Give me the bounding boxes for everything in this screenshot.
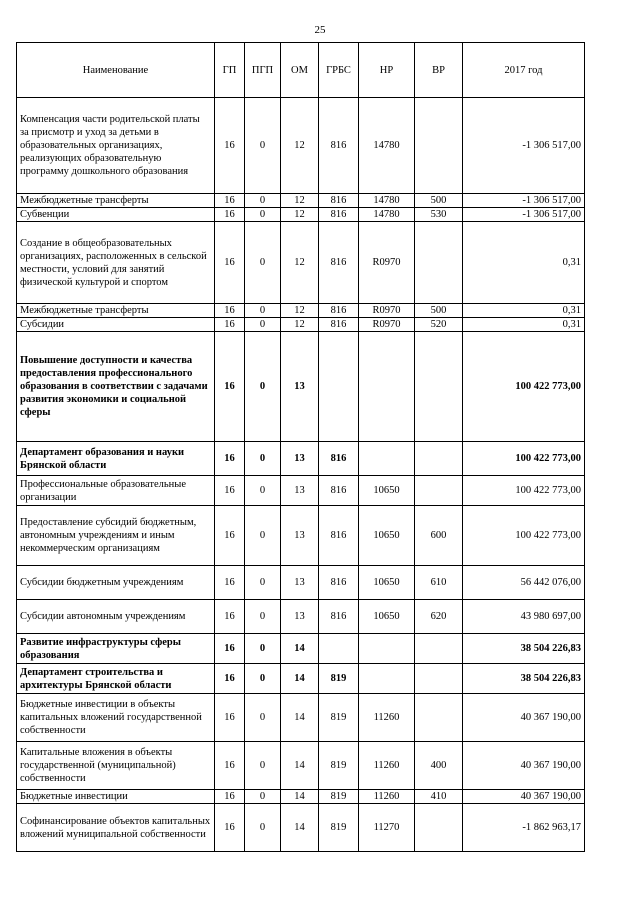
cell-nr — [359, 664, 415, 694]
cell-vr — [415, 476, 463, 506]
header-vr: ВР — [415, 43, 463, 98]
table-body — [17, 98, 585, 852]
cell-amount: 38 504 226,83 — [463, 634, 585, 664]
cell-nr: R0970 — [359, 222, 415, 304]
cell-amount: 38 504 226,83 — [463, 664, 585, 694]
cell-om: 13 — [281, 332, 319, 442]
budget-table — [16, 42, 585, 852]
cell-nr: 14780 — [359, 208, 415, 222]
cell-name: Повышение доступности и качества предоставления профессионального образования в соответствии с задачами развития экономики и социальной сферы — [17, 332, 215, 442]
table-row — [17, 634, 585, 664]
cell-grbs: 816 — [319, 566, 359, 600]
cell-gp: 16 — [215, 694, 245, 742]
cell-grbs: 816 — [319, 318, 359, 332]
cell-gp: 16 — [215, 304, 245, 318]
cell-nr: 10650 — [359, 506, 415, 566]
cell-pgp: 0 — [245, 600, 281, 634]
cell-grbs: 816 — [319, 194, 359, 208]
header-year: 2017 год — [463, 43, 585, 98]
cell-gp: 16 — [215, 634, 245, 664]
cell-nr: 11270 — [359, 804, 415, 852]
cell-gp: 16 — [215, 98, 245, 194]
cell-vr: 620 — [415, 600, 463, 634]
cell-om: 14 — [281, 634, 319, 664]
cell-amount: -1 306 517,00 — [463, 98, 585, 194]
cell-gp: 16 — [215, 664, 245, 694]
cell-pgp: 0 — [245, 566, 281, 600]
cell-pgp: 0 — [245, 208, 281, 222]
cell-pgp: 0 — [245, 664, 281, 694]
cell-name: Создание в общеобразовательных организациях, расположенных в сельской местности, условий для занятий физической культурой и спортом — [17, 222, 215, 304]
cell-gp: 16 — [215, 194, 245, 208]
table-header-row — [17, 43, 585, 98]
cell-grbs: 819 — [319, 664, 359, 694]
cell-amount: 40 367 190,00 — [463, 790, 585, 804]
cell-amount: 100 422 773,00 — [463, 476, 585, 506]
cell-gp: 16 — [215, 318, 245, 332]
cell-amount: 56 442 076,00 — [463, 566, 585, 600]
cell-name: Департамент образования и науки Брянской области — [17, 442, 215, 476]
table-row — [17, 566, 585, 600]
cell-gp: 16 — [215, 442, 245, 476]
cell-om: 13 — [281, 566, 319, 600]
cell-name: Софинансирование объектов капитальных вложений муниципальной собственности — [17, 804, 215, 852]
cell-name: Субвенции — [17, 208, 215, 222]
table-row — [17, 600, 585, 634]
cell-name: Капитальные вложения в объекты государственной (муниципальной) собственности — [17, 742, 215, 790]
cell-nr: 11260 — [359, 694, 415, 742]
cell-vr — [415, 664, 463, 694]
table-row — [17, 664, 585, 694]
cell-om: 14 — [281, 804, 319, 852]
table-row — [17, 318, 585, 332]
cell-grbs: 816 — [319, 442, 359, 476]
cell-grbs: 816 — [319, 600, 359, 634]
cell-amount: 40 367 190,00 — [463, 694, 585, 742]
cell-amount: 40 367 190,00 — [463, 742, 585, 790]
cell-vr — [415, 222, 463, 304]
cell-vr: 500 — [415, 304, 463, 318]
cell-vr: 410 — [415, 790, 463, 804]
cell-vr: 500 — [415, 194, 463, 208]
cell-om: 13 — [281, 442, 319, 476]
table-row — [17, 694, 585, 742]
cell-om: 14 — [281, 790, 319, 804]
cell-grbs: 816 — [319, 476, 359, 506]
table-row — [17, 98, 585, 194]
cell-om: 13 — [281, 506, 319, 566]
table-row — [17, 208, 585, 222]
cell-grbs: 819 — [319, 742, 359, 790]
cell-pgp: 0 — [245, 332, 281, 442]
cell-name: Бюджетные инвестиции — [17, 790, 215, 804]
cell-nr: 11260 — [359, 790, 415, 804]
cell-amount: 0,31 — [463, 222, 585, 304]
cell-om: 14 — [281, 694, 319, 742]
table-row — [17, 790, 585, 804]
cell-name: Предоставление субсидий бюджетным, автономным учреждениям и иным некоммерческим организациям — [17, 506, 215, 566]
cell-pgp: 0 — [245, 476, 281, 506]
cell-name: Профессиональные образовательные организации — [17, 476, 215, 506]
cell-vr — [415, 98, 463, 194]
cell-nr — [359, 442, 415, 476]
cell-name: Развитие инфраструктуры сферы образования — [17, 634, 215, 664]
table-row — [17, 804, 585, 852]
cell-name: Департамент строительства и архитектуры Брянской области — [17, 664, 215, 694]
cell-nr: 14780 — [359, 98, 415, 194]
cell-vr — [415, 442, 463, 476]
cell-grbs: 816 — [319, 222, 359, 304]
cell-pgp: 0 — [245, 790, 281, 804]
cell-vr: 530 — [415, 208, 463, 222]
table-row — [17, 194, 585, 208]
cell-name: Межбюджетные трансферты — [17, 194, 215, 208]
cell-gp: 16 — [215, 208, 245, 222]
header-gp: ГП — [215, 43, 245, 98]
cell-grbs: 816 — [319, 506, 359, 566]
header-pgp: ПГП — [245, 43, 281, 98]
cell-gp: 16 — [215, 476, 245, 506]
cell-vr — [415, 694, 463, 742]
cell-vr: 520 — [415, 318, 463, 332]
cell-nr — [359, 634, 415, 664]
cell-amount: 0,31 — [463, 304, 585, 318]
cell-pgp: 0 — [245, 506, 281, 566]
cell-nr: 10650 — [359, 600, 415, 634]
cell-om: 12 — [281, 194, 319, 208]
cell-amount: 100 422 773,00 — [463, 332, 585, 442]
cell-name: Субсидии автономным учреждениям — [17, 600, 215, 634]
cell-amount: 100 422 773,00 — [463, 442, 585, 476]
cell-pgp: 0 — [245, 442, 281, 476]
cell-grbs — [319, 332, 359, 442]
cell-nr: 10650 — [359, 566, 415, 600]
header-nr: НР — [359, 43, 415, 98]
cell-grbs: 819 — [319, 694, 359, 742]
cell-pgp: 0 — [245, 98, 281, 194]
cell-nr: 11260 — [359, 742, 415, 790]
cell-om: 12 — [281, 318, 319, 332]
cell-amount: -1 306 517,00 — [463, 194, 585, 208]
cell-amount: 0,31 — [463, 318, 585, 332]
cell-gp: 16 — [215, 222, 245, 304]
cell-om: 13 — [281, 476, 319, 506]
cell-om: 12 — [281, 208, 319, 222]
cell-grbs: 816 — [319, 304, 359, 318]
cell-pgp: 0 — [245, 194, 281, 208]
header-grbs: ГРБС — [319, 43, 359, 98]
cell-vr: 600 — [415, 506, 463, 566]
cell-nr — [359, 332, 415, 442]
cell-gp: 16 — [215, 332, 245, 442]
cell-om: 12 — [281, 304, 319, 318]
cell-nr: R0970 — [359, 304, 415, 318]
cell-om: 14 — [281, 742, 319, 790]
cell-grbs — [319, 634, 359, 664]
cell-nr: 10650 — [359, 476, 415, 506]
cell-name: Межбюджетные трансферты — [17, 304, 215, 318]
cell-name: Субсидии — [17, 318, 215, 332]
cell-amount: -1 306 517,00 — [463, 208, 585, 222]
table-row — [17, 742, 585, 790]
cell-grbs: 819 — [319, 790, 359, 804]
cell-name: Компенсация части родительской платы за присмотр и уход за детьми в образовательных организациях, реализующих образовательную программу дошкольного образования — [17, 98, 215, 194]
cell-amount: -1 862 963,17 — [463, 804, 585, 852]
cell-name: Бюджетные инвестиции в объекты капитальных вложений государственной собственности — [17, 694, 215, 742]
table-row — [17, 506, 585, 566]
cell-gp: 16 — [215, 506, 245, 566]
cell-vr — [415, 634, 463, 664]
table-row — [17, 222, 585, 304]
cell-pgp: 0 — [245, 694, 281, 742]
table-row — [17, 304, 585, 318]
cell-nr: 14780 — [359, 194, 415, 208]
cell-pgp: 0 — [245, 634, 281, 664]
cell-om: 12 — [281, 222, 319, 304]
cell-vr: 610 — [415, 566, 463, 600]
table-row — [17, 332, 585, 442]
cell-amount: 43 980 697,00 — [463, 600, 585, 634]
cell-pgp: 0 — [245, 222, 281, 304]
header-om: ОМ — [281, 43, 319, 98]
cell-pgp: 0 — [245, 742, 281, 790]
cell-gp: 16 — [215, 742, 245, 790]
header-name: Наименование — [17, 43, 215, 98]
page-number: 25 — [314, 24, 326, 36]
cell-grbs: 819 — [319, 804, 359, 852]
cell-gp: 16 — [215, 566, 245, 600]
cell-amount: 100 422 773,00 — [463, 506, 585, 566]
table-row — [17, 476, 585, 506]
cell-gp: 16 — [215, 790, 245, 804]
table-row — [17, 442, 585, 476]
cell-pgp: 0 — [245, 318, 281, 332]
cell-name: Субсидии бюджетным учреждениям — [17, 566, 215, 600]
cell-grbs: 816 — [319, 98, 359, 194]
cell-gp: 16 — [215, 804, 245, 852]
cell-om: 14 — [281, 664, 319, 694]
cell-grbs: 816 — [319, 208, 359, 222]
cell-vr — [415, 804, 463, 852]
cell-gp: 16 — [215, 600, 245, 634]
cell-om: 13 — [281, 600, 319, 634]
cell-om: 12 — [281, 98, 319, 194]
cell-vr: 400 — [415, 742, 463, 790]
cell-pgp: 0 — [245, 804, 281, 852]
cell-pgp: 0 — [245, 304, 281, 318]
cell-vr — [415, 332, 463, 442]
cell-nr: R0970 — [359, 318, 415, 332]
